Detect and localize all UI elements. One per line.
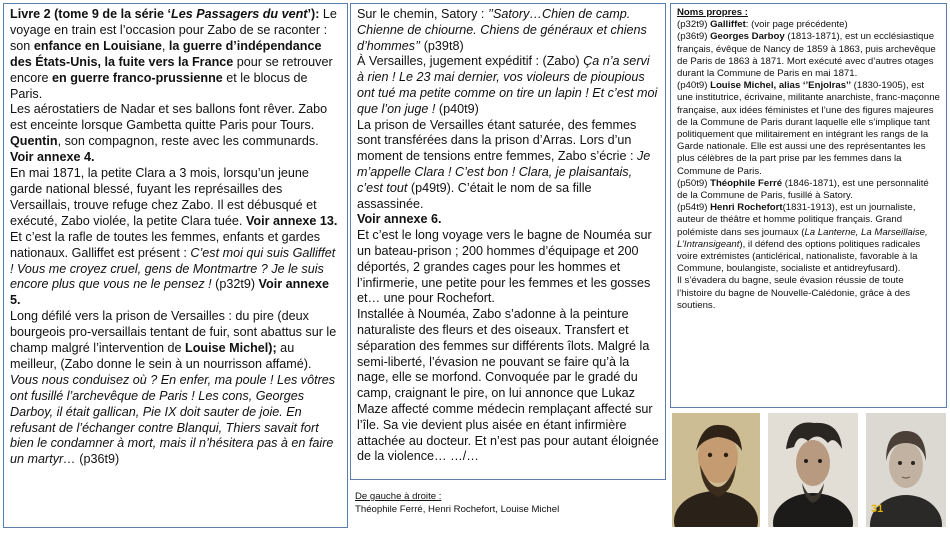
- newspaper-titles: La Lanterne, La Marseillaise, L’Intransigeant: [677, 226, 928, 250]
- text: Sur le chemin, Satory :: [357, 7, 488, 21]
- text: Installée à Nouméa, Zabo s’adonne à la peinture naturaliste des fleurs et des oiseaux. Transfert et séparation des femmes sur différents îlots. Malgré la semi-liberté, l’évasion ne pouvant se faire qu’à la nage, elle se morfond. Convoquée par le gradé du camp, craignant le pire, on lui annonce que Lukaz Maze affecté comme médecin remplaçant affecté sur l’île. Sa vie devient plus aisée en étant infirmière attachée au docteur. Et n’est pas pour autant éloignée de la violence… …/…: [357, 307, 659, 464]
- text: (p49t9). C’était le nom de sa fille assassinée.: [357, 180, 592, 211]
- entry-text: (1813-1871), est un ecclésiastique français, évêque de Nancy de 1859 à 1863, puis archevêque de Paris de 1863 à 1871. Mort exécuté avec d’autres otages durant la Commune de Paris en mai 1871.: [677, 31, 936, 80]
- quote: Je m’appelle Clara ! C’est bon ! Clara, je plaisantais, c’est tout: [357, 149, 651, 195]
- text: Le voyage en train est l’occasion pour Zabo de se raconter : son: [10, 7, 337, 53]
- paragraph: [357, 7, 659, 54]
- text: La prison de Versailles étant saturée, des femmes sont transférées dans la prison d’Arras. Lors d’un moment de tensions entre femmes, Zabo s’écrie :: [357, 117, 637, 164]
- glossary-entry: [677, 19, 940, 31]
- page-reference: (p40t9): [435, 101, 479, 116]
- page-reference: (p32t9): [677, 19, 711, 31]
- entry-text: (1846-1871), est une personnalité de la Commune de Paris, fusillé à Satory.: [677, 177, 929, 202]
- paragraph: [10, 230, 341, 310]
- quote: Vous nous conduisez où ? En enfer, ma poule ! Les vôtres ont fusillé l’archevêque de Paris ! Les cons, Georges Darboy, il était gallican, Pie IX doit sauter de joie. En refusant de l’échanger contre Blanqui, Thiers savait fort bien le condamner à mort, mais il n’hésitera pas à en faire un martyr…: [10, 372, 336, 467]
- paragraph: [10, 102, 341, 166]
- page-reference: (p40t9): [677, 80, 711, 92]
- paragraph: [357, 228, 659, 307]
- proper-names-glossary: [670, 3, 947, 408]
- story-column-left: [3, 3, 348, 528]
- text: À Versailles, jugement expéditif : (Zabo): [357, 54, 584, 69]
- text: au meilleur, (Zabo donne le sein à un nourrisson affamé).: [10, 341, 312, 371]
- entry-name: Théophile Ferré: [710, 177, 783, 189]
- paragraph: [10, 7, 341, 102]
- glossary-entry: [677, 202, 940, 275]
- glossary-entry: [677, 80, 940, 178]
- caption-heading: De gauche à droite :: [355, 491, 442, 502]
- paragraph: [357, 212, 659, 228]
- portrait-henri-rochefort: [768, 413, 858, 527]
- paragraph: [357, 307, 659, 465]
- book-title: Les Passagers du vent: [171, 7, 308, 21]
- page-number: 31: [871, 503, 884, 515]
- paragraph: [10, 166, 341, 230]
- paragraph: [357, 54, 659, 117]
- paragraph: [357, 118, 659, 213]
- text: et le blocus de Paris.: [10, 70, 308, 101]
- text: en guerre franco-prussienne: [52, 70, 223, 85]
- annex-reference: Voir annexe 6.: [357, 212, 442, 227]
- entry-text: (1831-1913), est un journaliste, auteur de théâtre et homme politique français. Grand polémiste dans ses journaux (: [677, 202, 916, 238]
- text: Et c’est le long voyage vers le bagne de Nouméa sur un bateau-prison ; 200 hommes d’équipage et 200 déportés, 2 grandes cages pour les hommes et l’infirmerie, une petite pour les femmes et les gosses et… une pour Rochefort.: [357, 228, 652, 306]
- glossary-entry: [677, 275, 940, 312]
- glossary-entry: [677, 178, 940, 202]
- quote: C’est moi qui suis Galliffet ! Vous me croyez cruel, gens de Montmartre ? Je le suis encore plus que vous ne le pensez !: [10, 245, 336, 292]
- portrait-theophile-ferre: [672, 413, 760, 527]
- page-reference: (p54t9): [677, 202, 711, 214]
- text: ,: [161, 38, 169, 53]
- text: ’):: [307, 7, 320, 21]
- entry-text: ), il défend des options politiques radicales voire extrémistes (anticlérical, nationaliste, favorable à la Commune, boulangiste, socialiste et antidreyfusard).: [677, 238, 921, 275]
- text: Livre 2 (tome 9 de la série ‘: [10, 7, 171, 21]
- text: Les aérostatiers de Nadar et ses ballons font rêver. Zabo est enceinte lorsque Gambetta quitte Paris pour Tours.: [10, 102, 328, 133]
- text: Et c’est la rafle de toutes les femmes, enfants et gardes nationaux. Galliffet est présent :: [10, 229, 321, 260]
- entry-name: Louise Michel, alias ‘’Enjolras’’: [710, 80, 852, 92]
- page-reference: (p36t9): [677, 31, 711, 43]
- portrait-image: [672, 413, 760, 527]
- text: , son compagnon, reste avec les communards.: [57, 134, 319, 149]
- entry-text: : (voir page précédente): [745, 19, 848, 31]
- text: pour se retrouver encore: [10, 54, 333, 85]
- page-reference: (p36t9): [75, 452, 120, 467]
- entry-name: Galliffet: [710, 19, 746, 31]
- text: la guerre d’indépendance des États-Unis, la fuite vers la France: [10, 38, 322, 69]
- annex-reference: Voir annexe 5.: [10, 277, 330, 308]
- heading-text: Noms propres :: [677, 7, 748, 18]
- annex-reference: Voir annexe 4.: [10, 150, 95, 165]
- paragraph: [10, 373, 341, 468]
- text: Quentin: [10, 134, 58, 149]
- text: enfance en Louisiane: [33, 38, 162, 53]
- caption-names: Théophile Ferré, Henri Rochefort, Louise Michel: [355, 504, 560, 515]
- paragraph: [10, 309, 341, 373]
- glossary-entry: [677, 31, 940, 80]
- entry-text: Il s’évadera du bagne, seule évasion réussie de toute l’histoire du bagne de Nouvelle-Calédonie, grâce à des soutiens.: [677, 275, 911, 311]
- page-reference: (p50t9): [677, 177, 711, 189]
- page-reference: (p32t9): [211, 277, 259, 292]
- text: Long défilé vers la prison de Versailles : du pire (deux bourgeois pro-versaillais tentant de fuir, sont abattus sur le champ malgré l’intervention de: [10, 309, 337, 356]
- page-reference: (p39t8): [420, 38, 464, 53]
- text: En mai 1871, la petite Clara a 3 mois, lorsqu’un jeune garde national blessé, fuyant les représailles des Versaillais, trouve refuge chez Zabo. Il est débusqué et exécuté, Zabo violée, la petite Clara tuée.: [10, 166, 317, 228]
- annex-reference: Voir annexe 13.: [245, 213, 338, 228]
- photo-caption: [355, 490, 665, 516]
- entry-text: (1830-1905), est une institutrice, écrivaine, militante anarchiste, franc-maçonne française, aux idées féministes et l’une des figures majeures de la Commune de Paris durant laquelle elle s’implique tant politiquement que militairement en intégrant les rangs de la Garde nationale. Elle est aussi une des représentantes les plus célèbres de la part prise par les femmes dans la Commune de Paris.: [677, 80, 940, 177]
- entry-name: Henri Rochefort: [710, 202, 783, 214]
- glossary-heading: [677, 7, 940, 19]
- quote: Ça n’a servi à rien ! Le 23 mai dernier, vos violeurs de pioupious ont tué ma petite comme on tire un lapin ! Et c’est moi que l’on juge !: [357, 54, 658, 116]
- quote: ’’Satory…Chien de camp. Chienne de chiourne. Chiens de généraux et chiens d’hommes’’: [357, 7, 647, 53]
- story-column-middle: [350, 3, 666, 480]
- text: Louise Michel);: [185, 341, 277, 356]
- portrait-image: [768, 413, 858, 527]
- entry-name: Georges Darboy: [710, 31, 785, 43]
